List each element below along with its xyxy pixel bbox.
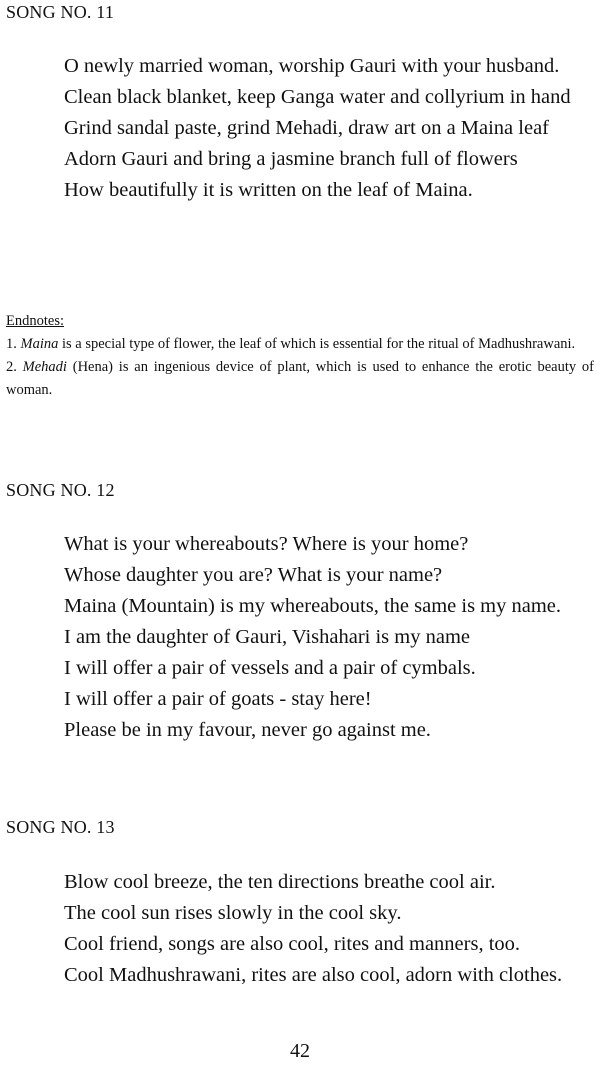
verse-line: O newly married woman, worship Gauri with your husband. (64, 55, 560, 77)
endnote-term: Mehadi (22, 359, 67, 375)
song-13-verse (64, 868, 594, 992)
verse-line: I am the daughter of Gauri, Vishahari is my name (64, 626, 470, 648)
endnotes-heading: Endnotes: (6, 313, 64, 329)
song-12-verse (64, 530, 594, 747)
song-12-heading: SONG NO. 12 (6, 480, 115, 500)
verse-line: How beautifully it is written on the leaf of Maina. (64, 179, 473, 201)
verse-line: Adorn Gauri and bring a jasmine branch full of flowers (64, 148, 518, 170)
verse-line: I will offer a pair of goats - stay here! (64, 688, 372, 710)
verse-line: Blow cool breeze, the ten directions breathe cool air. (64, 871, 496, 893)
song-13-heading: SONG NO. 13 (6, 817, 115, 837)
verse-line: Cool friend, songs are also cool, rites and manners, too. (64, 933, 521, 955)
verse-line: I will offer a pair of vessels and a pair of cymbals. (64, 657, 476, 679)
verse-line: Maina (Mountain) is my whereabouts, the same is my name. (64, 595, 562, 617)
endnote-item (6, 333, 594, 356)
song-11-verse (64, 52, 594, 207)
song-11-heading: SONG NO. 11 (6, 2, 115, 22)
endnote-text: (Hena) is an ingenious device of plant, which is used to enhance the erotic beauty of woman. (6, 359, 595, 398)
verse-line: Grind sandal paste, grind Mehadi, draw art on a Maina leaf (64, 117, 550, 139)
page-number: 42 (290, 1040, 310, 1062)
endnote-term: Maina (20, 336, 59, 352)
verse-line: The cool sun rises slowly in the cool sky. (64, 902, 402, 924)
endnote-number: 1. (6, 336, 17, 352)
verse-line: Cool Madhushrawani, rites are also cool, adorn with clothes. (64, 964, 563, 986)
endnote-number: 2. (6, 359, 17, 375)
verse-line: Whose daughter you are? What is your name? (64, 564, 443, 586)
verse-line: What is your whereabouts? Where is your home? (64, 533, 469, 555)
endnotes-section (6, 310, 594, 402)
endnote-text: is a special type of flower, the leaf of which is essential for the ritual of Madhushrawani. (58, 336, 576, 352)
endnote-item (6, 356, 594, 402)
verse-line: Please be in my favour, never go against me. (64, 719, 431, 741)
verse-line: Clean black blanket, keep Ganga water and collyrium in hand (64, 86, 571, 108)
